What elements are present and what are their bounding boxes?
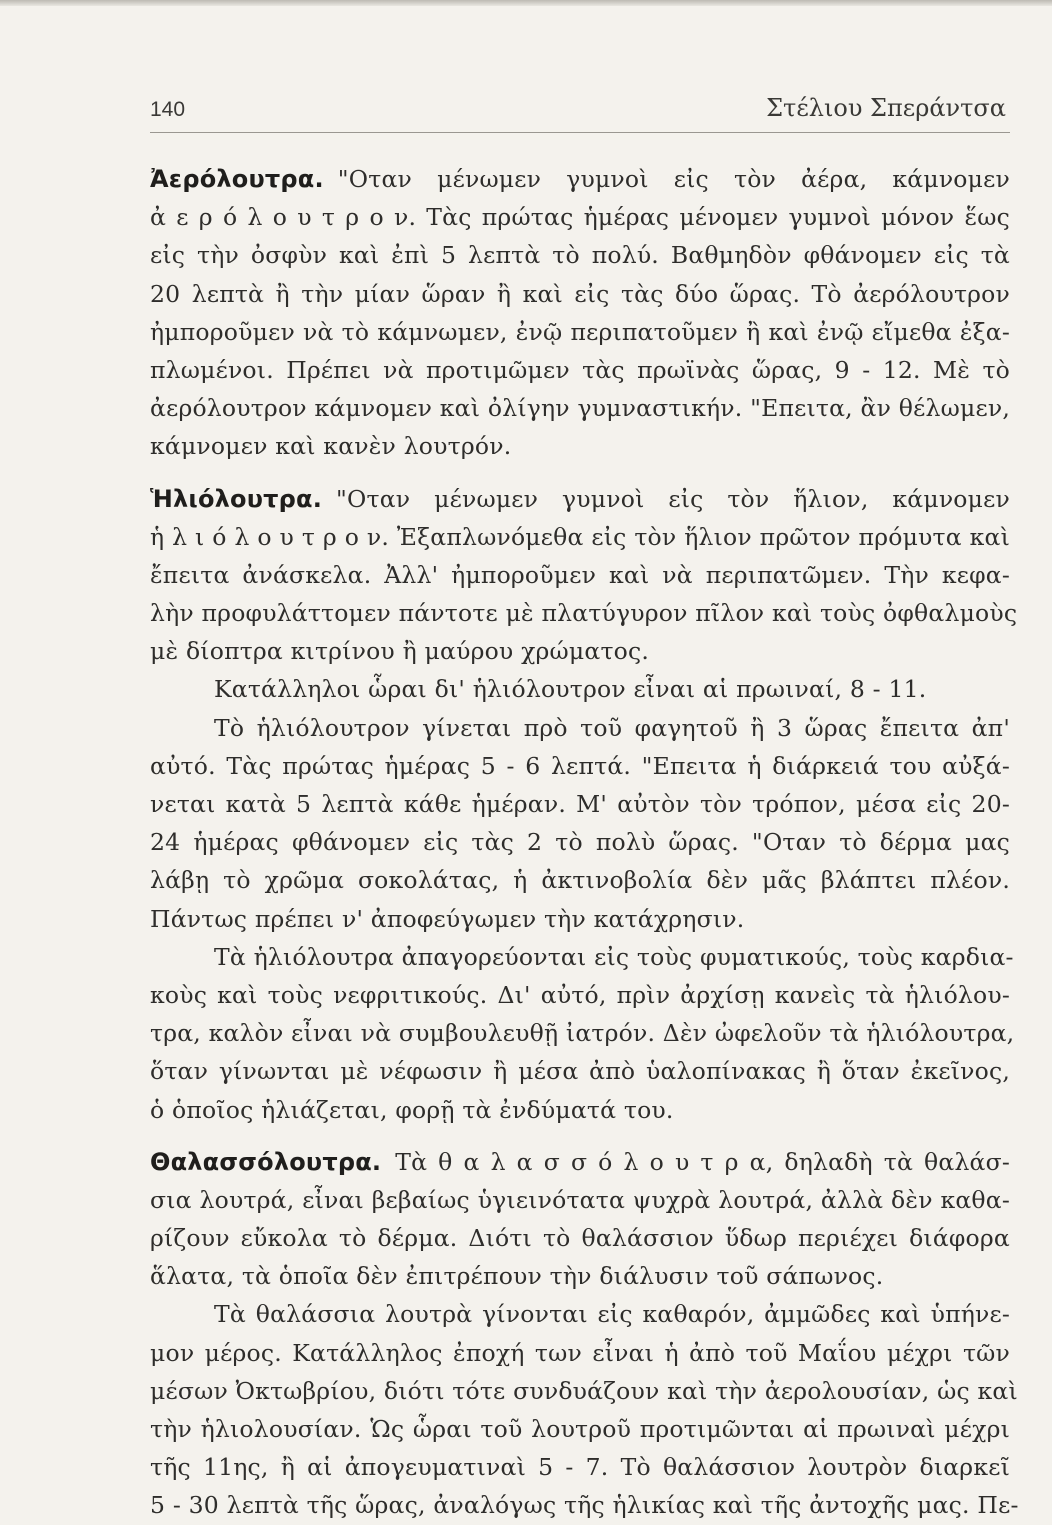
- header-rule: [150, 132, 1010, 133]
- text-line: μὲ δίοπτρα κιτρίνου ἢ μαύρου χρώματος.: [150, 637, 650, 666]
- section-heading: Ἀερόλουτρα.: [150, 165, 324, 193]
- section-heliolutra: [150, 480, 1018, 1129]
- text-line: Θαλασσόλουτρα. Τὰ θ α λ α σ σ ό λ ο υ τ ρ α, δηλαδὴ τὰ θαλάσ-: [150, 1147, 1010, 1176]
- text-line: αὐτό. Τὰς πρώτας ἡμέρας 5 - 6 λεπτά. "Επειτα ἡ διάρκειά του αὐξά-: [150, 751, 1010, 780]
- text-line: Πάντως πρέπει ν' ἀποφεύγωμεν τὴν κατάχρησιν.: [150, 904, 745, 933]
- text-line: ἔπειτα ἀνάσκελα. Ἀλλ' ἠμποροῦμεν καὶ νὰ περιπατῶμεν. Τὴν κεφα-: [150, 560, 1010, 589]
- text-line: 24 ἡμέρας φθάνομεν εἰς τὰς 2 τὸ πολὺ ὥρας. "Οταν τὸ δέρμα μας: [150, 828, 1010, 857]
- text-line: ρίζουν εὔκολα τὸ δέρμα. Διότι τὸ θαλάσσιον ὕδωρ περιέχει διάφορα: [150, 1224, 1010, 1253]
- text-line: ἀερόλουτρον κάμνομεν καὶ ὀλίγην γυμναστικήν. "Επειτα, ἂν θέλωμεν,: [150, 394, 1010, 423]
- running-head: Στέλιου Σπεράντσα: [766, 94, 1006, 122]
- section-thalassolutra: [150, 1143, 1019, 1525]
- text-line: τρα, καλὸν εἶναι νὰ συμβουλευθῇ ἰατρόν. Δὲν ὠφελοῦν τὰ ἡλιόλουτρα,: [150, 1019, 1015, 1048]
- text-line: μον μέρος. Κατάλληλος ἐποχή των εἶναι ἡ ἀπὸ τοῦ Μαΐου μέχρι τῶν: [150, 1338, 1010, 1367]
- text-line: 5 - 30 λεπτὰ τῆς ὥρας, ἀναλόγως τῆς ἡλικίας καὶ τῆς ἀντοχῆς μας. Πε-: [150, 1491, 1019, 1520]
- text-line: ἠμποροῦμεν νὰ τὸ κάμνωμεν, ἐνῷ περιπατοῦμεν ἢ καὶ ἐνῷ εἴμεθα ἐξα-: [150, 317, 1010, 346]
- text-line: τῆς 11ης, ἢ αἱ ἀπογευματιναὶ 5 - 7. Τὸ θαλάσσιον λουτρὸν διαρκεῖ: [150, 1453, 1010, 1482]
- text-line: 20 λεπτὰ ἢ τὴν μίαν ὥραν ἢ καὶ εἰς τὰς δύο ὥρας. Τὸ ἀερόλουτρον: [150, 279, 1010, 308]
- text-line: πλωμένοι. Πρέπει νὰ προτιμῶμεν τὰς πρωϊνὰς ὥρας, 9 - 12. Μὲ τὸ: [150, 355, 1010, 384]
- section-heading: Ἡλιόλουτρα.: [150, 484, 323, 513]
- section-aerolutra: [150, 160, 1010, 466]
- text-line: Ἡλιόλουτρα. "Οταν μένωμεν γυμνοὶ εἰς τὸν ἥλιον, κάμνομεν: [150, 484, 1010, 513]
- page-header: [150, 92, 1006, 132]
- text-line: Τὸ ἡλιόλουτρον γίνεται πρὸ τοῦ φαγητοῦ ἢ 3 ὥρας ἔπειτα ἀπ': [214, 713, 1010, 742]
- text-line: εἰς τὴν ὀσφὺν καὶ ἐπὶ 5 λεπτὰ τὸ πολύ. Βαθμηδὸν φθάνομεν εἰς τὰ: [150, 241, 1010, 270]
- text-line: ὅταν γίνωνται μὲ νέφωσιν ἢ μέσα ἀπὸ ὑαλοπίνακας ἢ ὅταν ἐκεῖνος,: [150, 1057, 1010, 1086]
- section-heading: Θαλασσόλουτρα.: [150, 1147, 382, 1176]
- text-line: τὴν ἡλιολουσίαν. Ὡς ὧραι τοῦ λουτροῦ προτιμῶνται αἱ πρωιναὶ μέχρι: [150, 1415, 1010, 1443]
- text-line: Τὰ θαλάσσια λουτρὰ γίνονται εἰς καθαρόν, ἀμμῶδες καὶ ὑπήνε-: [214, 1300, 1010, 1329]
- text-line: λὴν προφυλάττομεν πάντοτε μὲ πλατύγυρον πῖλον καὶ τοὺς ὀφθαλμοὺς: [150, 599, 1018, 628]
- text-line: σια λουτρά, εἶναι βεβαίως ὑγιεινότατα ψυχρὰ λουτρά, ἀλλὰ δὲν καθα-: [150, 1185, 1010, 1214]
- text-line: λάβῃ τὸ χρῶμα σοκολάτας, ἡ ἀκτινοβολία δὲν μᾶς βλάπτει πλέον.: [150, 866, 1010, 895]
- text-line: νεται κατὰ 5 λεπτὰ κάθε ἡμέραν. Μ' αὐτὸν τὸν τρόπον, μέσα εἰς 20-: [150, 790, 1010, 818]
- text-line: Κατάλληλοι ὧραι δι' ἡλιόλουτρον εἶναι αἱ πρωιναί, 8 - 11.: [214, 675, 927, 704]
- text-line: μέσων Ὀκτωβρίου, διότι τότε συνδυάζουν καὶ τὴν ἀερολουσίαν, ὡς καὶ: [150, 1376, 1018, 1405]
- body-text: [150, 160, 1019, 1525]
- text-line: κάμνομεν καὶ κανὲν λουτρόν.: [150, 432, 512, 461]
- page-number: 140: [150, 98, 186, 121]
- text-line: Ἀερόλουτρα. "Οταν μένωμεν γυμνοὶ εἰς τὸν ἀέρα, κάμνομεν: [150, 165, 1010, 193]
- text-line: Τὰ ἡλιόλουτρα ἀπαγορεύονται εἰς τοὺς φυματικούς, τοὺς καρδια-: [214, 942, 1014, 971]
- text-line: ἀ ε ρ ό λ ο υ τ ρ ο ν. Τὰς πρώτας ἡμέρας μένομεν γυμνοὶ μόνον ἕως: [150, 203, 1010, 232]
- page-top-edge: [0, 0, 1052, 6]
- text-line: ἅλατα, τὰ ὁποῖα δὲν ἐπιτρέπουν τὴν διάλυσιν τοῦ σάπωνος.: [150, 1262, 884, 1291]
- text-line: κοὺς καὶ τοὺς νεφριτικούς. Δι' αὐτό, πρὶν ἀρχίσῃ κανεὶς τὰ ἡλιόλου-: [150, 980, 1010, 1009]
- text-line: ὁ ὁποῖος ἡλιάζεται, φορῇ τὰ ἐνδύματά του.: [150, 1095, 674, 1124]
- text-line: ἡ λ ι ό λ ο υ τ ρ ο ν. Ἐξαπλωνόμεθα εἰς τὸν ἥλιον πρῶτον πρόμυτα καὶ: [150, 522, 1010, 551]
